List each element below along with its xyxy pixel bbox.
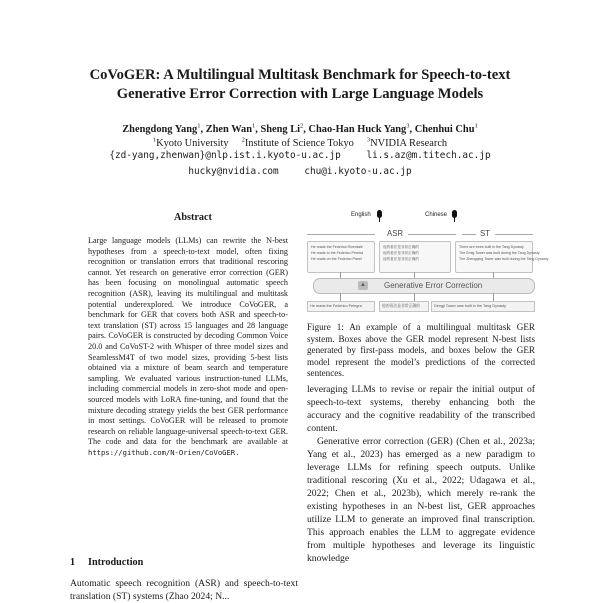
figure-language-english: English [351,212,371,218]
hypothesis-line: He reads to the Federico Pereira [311,251,364,255]
output-box: He reads the Federico Pelegra [307,301,375,312]
section-number: 1 [70,557,76,568]
paper-title [60,66,540,104]
paragraph: leveraging LLMs to revise or repair the initial output of speech-to-text systems, thereby enhancing both the accuracy and the cognitive readability of the transcribed content. [307,384,535,434]
figure-1 [307,210,549,316]
arrow [414,293,415,301]
affiliation: $^1$Kyoto University [152,137,229,150]
hypothesis-line: 他的看法是非常正确的 [383,245,419,249]
code-link[interactable]: https://github.com/N-Orien/CoVoGER. [88,447,240,457]
figure-task-asr: ASR [387,229,404,238]
abstract-body [88,236,288,458]
hypothesis-line: 他的看法是非常正确的 [383,251,419,255]
email: li.s.az@m.titech.ac.jp [366,150,491,161]
ger-model-bar [313,278,535,294]
arrow [493,293,494,301]
abstract-text: Large language models (LLMs) can rewrite the N-best hypotheses from a speech-to-text model, often fixing recognition or translation errors that traditional rescoring cannot. Yet research on generative error correction (GER) has been focusing on monolingual automatic speech recognition (ASR), leaving its multilingual and multitask potential underexplored. We introduce CoVoGER, a benchmark for GER that covers both ASR and speech-to-text translation (ST) across 15 languages and 28 language pairs. CoVoGER is constructed by decoding Common Voice 20.0 and CoVoST-2 with Whisper of three model sizes and SeamlessM4T of two model sizes, providing 5-best lists obtained via a mixture of beam search and temperature sampling. We evaluated various instruction-tuned LLMs, including commercial models in zero-shot mode and open-sourced models with LoRA fine-tuning, and found that the mixture decoding strategy yields the best GER performance in most settings. CoVoGER will be released to promote research on reliable language-universal speech-to-text GER. The code and data for the benchmark are available at [88,236,288,447]
email: chu@i.kyoto-u.ac.jp [304,166,412,177]
figure-task-st: ST [480,229,490,238]
author: Chenhui Chu$^1$ [414,123,478,136]
hypothesis-line: He reads on the Federico Panel [311,257,362,261]
affiliation: $^3$NVIDIA Research [366,137,448,150]
bracket-line [462,234,476,235]
nbest-box-st [455,241,549,273]
nbest-box-asr-english [307,241,375,273]
author: Zhengdong Yang$^1$, [122,123,206,136]
figure-language-chinese: Chinese [425,212,448,218]
hypothesis-line: He reads the Federica Riverdale [311,245,363,249]
right-column-text [307,383,535,565]
bracket-line [307,234,375,235]
bracket-line [495,234,533,235]
ger-model-label: Generative Error Correction [384,281,483,290]
hypothesis-line: The Zhengqing Tower was built during the Tang Dynasty [459,257,549,261]
affiliation: $^2$Institute of Science Tokyo [241,137,354,150]
microphone-icon [377,210,382,218]
title-line-1: CoVoGER: A Multilingual Multitask Benchmark for Speech-to-text [89,67,511,83]
email: {zd-yang,zhenwan}@nlp.ist.i.kyoto-u.ac.jp [109,150,341,161]
email: hucky@nvidia.com [188,166,279,177]
arrow [340,293,341,301]
section-title: Introduction [88,557,144,568]
bracket-line [408,234,456,235]
microphone-icon [452,210,457,218]
author: Sheng Li$^2$, [260,123,309,136]
intro-paragraph: Automatic speech recognition (ASR) and speech-to-text translation (ST) systems (Zhao 2024; N... [70,578,298,602]
hypothesis-line: 他的看法是非常正确的 [383,257,419,261]
section-heading-introduction [70,557,143,568]
hypothesis-line: The Emig Tower was built during the Tang Dynasty [459,251,540,255]
paragraph: Generative error correction (GER) (Chen et al., 2023a; Yang et al., 2023) has emerged as a new paradigm to leverage LLMs for refining speech outputs. Unlike traditional rescoring (Xu et al., 2022; Udagawa et al., 2022; Chen et al., 2023b), which merely re-rank the existing hypotheses in an N-best list, GER approaches utilize LLM to generate an improved final transcription. This approach enables the LLM to aggregate evidence from multiple hypotheses and leverage its linguistic knowledge [307,436,535,564]
figure-caption: Figure 1: An example of a multilingual multitask GER system. Boxes above the GER model represent N-best lists generated by first-pass models, and boxes below the GER model represent the model’s predictions of the corrected sentences. [307,322,535,379]
email-list [40,148,560,180]
abstract-heading: Abstract [174,212,212,223]
title-line-2: Generative Error Correction with Large Language Models [116,86,484,102]
hypothesis-line: There are trees built in the Tang Dynasty [459,245,524,249]
nbest-box-asr-chinese [379,241,451,273]
author: Zhen Wan$^1$, [205,123,261,136]
output-box: Dengji Tower was built in the Tang Dynasty [431,301,535,312]
author: Chao-Han Huck Yang$^3$, [308,123,415,136]
llm-icon: ▲ [358,281,368,290]
output-box: 他的看法是非常正确的 [379,301,429,312]
